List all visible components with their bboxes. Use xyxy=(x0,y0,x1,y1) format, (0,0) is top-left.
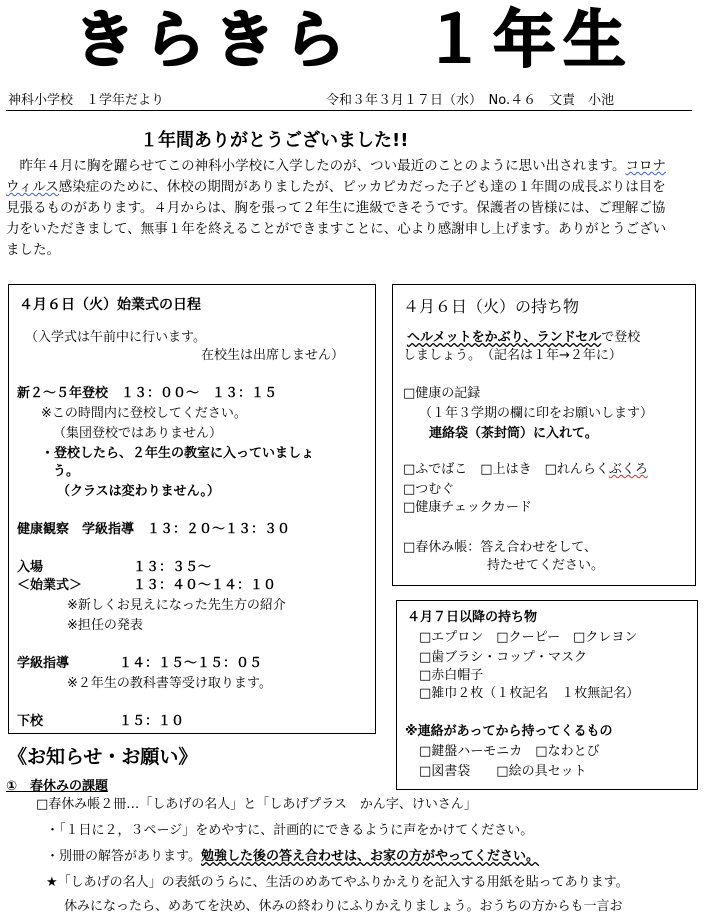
apr6-line: □健康の記録 xyxy=(403,386,481,401)
intro-paragraph xyxy=(6,156,678,261)
apr7-line: □鍵盤ハーモニカ □なわとび xyxy=(419,744,600,759)
apr6-line: □春休み帳：答え合わせをして、 xyxy=(403,540,598,555)
apr6-line: 持たせてください。 xyxy=(487,558,605,573)
ceremony-line: 新２～５年登校 １３：００～ １３：１５ xyxy=(17,386,278,401)
notice-line: ★「しあげの名人」の表紙のうらに、生活のめあてやふりかえりを記入する用紙を貼ってあります。 xyxy=(46,875,629,890)
ceremony-line: 入場 xyxy=(17,560,44,575)
notice-line: 休みになったら、めあてを決め、休みの終わりにふりかえりましょう。おうちの方からも一言お xyxy=(64,899,623,914)
intro-text-1: 昨年４月に胸を躍らせてこの神科小学校に入学したのが、つい最近のことのように思い出されます。 xyxy=(19,158,626,174)
ceremony-line: １５：１０ xyxy=(119,714,185,729)
apr6-line: □つむぐ xyxy=(403,482,455,497)
apr7-line: □図書袋 □絵の具セット xyxy=(419,764,587,779)
apr7-line: □エプロン □クーピー □クレヨン xyxy=(419,630,638,645)
apr6-underlined-text: ヘルメットをかぶり、ランドセル xyxy=(407,330,602,345)
apr7-line: □歯ブラシ・コップ・マスク xyxy=(419,650,588,665)
ceremony-line: １４：１５～１５：０５ xyxy=(119,656,263,671)
apr7-heading: ４月７日以降の持ち物 xyxy=(407,610,538,625)
header-rule xyxy=(6,110,692,111)
apr7-line: ※連絡があってから持ってくるもの xyxy=(405,724,613,739)
ceremony-line: 下校 xyxy=(17,714,44,729)
notice-line: □春休み帳２冊…「しあげの名人」と「しあげプラス かん字、けいさん」 xyxy=(36,797,477,812)
intro-text-wavy: コロナウィルス xyxy=(6,158,667,195)
apr7-items-box xyxy=(396,600,698,790)
apr6-text: □ふでばこ □上はき □れんらく xyxy=(403,462,609,477)
apr7-line: □赤白帽子 xyxy=(419,668,484,683)
ceremony-line: １３：４０～１４：１０ xyxy=(133,578,277,593)
apr6-line xyxy=(403,461,648,478)
ceremony-line: ※担任の発表 xyxy=(67,618,143,633)
apr6-line: 連絡袋（茶封筒）に入れて。 xyxy=(429,426,598,441)
ceremony-line: ※新しくお見えになった先生方の紹介 xyxy=(67,598,286,613)
ceremony-line: う。 xyxy=(53,464,80,479)
ceremony-line: １３：３５～ xyxy=(133,560,212,575)
ceremony-line: ※この時間内に登校してください。 xyxy=(41,406,247,421)
intro-text-2: 感染症のために、休校の期間がありましたが、ピッカピカだった子ども達の１年間の成長ぶりは目を見張るものがあります。４月からは、胸を張って２年生に進級できそうです。保護者の皆様には、ご理解ご協力をいただきまして、無事１年を終えることができますことに、心より感謝申し上げます。ありがとうございました。 xyxy=(6,179,667,258)
notice-emphasis: 勉強した後の答え合わせは、お家の方がやってください。 xyxy=(200,849,539,864)
notices-subheading: ① 春休みの課題 xyxy=(6,779,109,794)
ceremony-heading: ４月６日（火）始業式の日程 xyxy=(19,297,201,313)
ceremony-line: 健康観察 学級指導 １３：２０～１３：３０ xyxy=(17,522,291,537)
apr6-text: で登校 xyxy=(601,330,641,345)
ceremony-line: 学級指導 xyxy=(17,656,70,671)
ceremony-line: 在校生は出席しません） xyxy=(201,348,345,363)
notice-line: ・「１日に２，３ページ」をめやすに、計画的にできるように声をかけてください。 xyxy=(46,823,534,838)
ceremony-schedule-box xyxy=(8,284,376,734)
apr6-heading: ４月６日（火）の持ち物 xyxy=(403,297,580,316)
apr6-text-wavy: ぶくろ xyxy=(608,462,648,477)
ceremony-line: （入学式は午前中に行います。 xyxy=(25,330,206,345)
ceremony-line: ＜始業式＞ xyxy=(17,578,83,593)
notices-heading: 《お知らせ・お願い》 xyxy=(8,746,198,768)
apr6-line: （１年３学期の欄に印をお願いします） xyxy=(419,406,654,421)
ceremony-line: （集団登校ではありません） xyxy=(53,426,223,441)
header-date-issue: 令和３年３月１７日（水） No.４６ 文責 小池 xyxy=(326,93,615,108)
thanks-heading: １年間ありがとうございました!! xyxy=(140,130,409,151)
apr6-line xyxy=(407,329,640,346)
ceremony-line: ※２年生の教科書等受け取ります。 xyxy=(67,676,272,691)
ceremony-line: ・登校したら、２年生の教室に入っていましょ xyxy=(41,446,315,461)
newsletter-title: きらきら １年生 xyxy=(73,3,634,76)
header-school: 神科小学校 １学年だより xyxy=(8,93,165,108)
apr7-line: □雑巾２枚（１枚記名 １枚無記名） xyxy=(419,686,640,701)
notice-line xyxy=(46,848,539,865)
apr6-items-box xyxy=(392,284,696,586)
apr6-line: □健康チェックカード xyxy=(403,500,532,515)
notice-text: ・別冊の解答があります。 xyxy=(46,849,201,864)
ceremony-line: （クラスは変わりません。） xyxy=(57,484,220,499)
apr6-line: しましょう。 （記名は１年→２年に） xyxy=(403,348,622,363)
